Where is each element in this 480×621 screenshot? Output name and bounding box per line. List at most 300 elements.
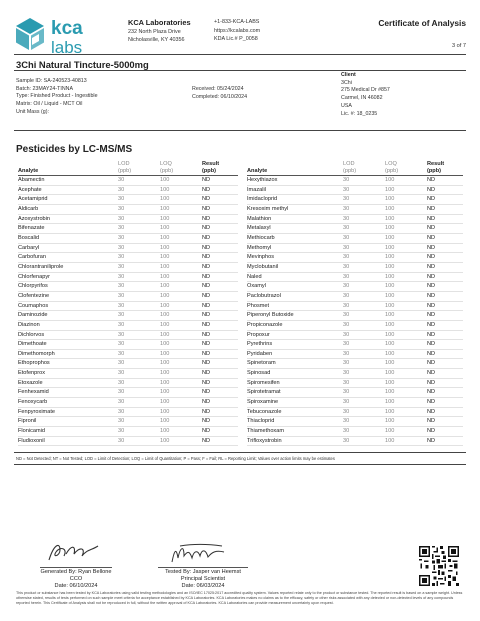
- result-cell: ND: [427, 340, 463, 350]
- result-cell: ND: [427, 262, 463, 272]
- lod-cell: 30: [343, 311, 385, 321]
- col-header-lod: [343, 161, 385, 176]
- loq-cell: 100: [385, 378, 427, 388]
- analyte-cell: Fenoxycarb: [18, 398, 118, 408]
- col-header-unit: (ppb): [160, 167, 174, 174]
- loq-cell: 100: [385, 176, 427, 186]
- col-header-lod-label: LOD: [118, 161, 130, 167]
- analyte-cell: Etofenprox: [18, 369, 118, 379]
- loq-cell: 100: [160, 224, 202, 234]
- result-cell: ND: [427, 311, 463, 321]
- result-cell: ND: [427, 233, 463, 243]
- result-cell: ND: [202, 301, 238, 311]
- analyte-cell: Carbofuran: [18, 253, 118, 263]
- lod-cell: 30: [343, 301, 385, 311]
- col-header-loq-label: LOQ: [160, 161, 172, 167]
- table-row: [18, 272, 238, 282]
- table-row: [18, 330, 238, 340]
- analyte-cell: Imazalil: [247, 185, 343, 195]
- section-title: Pesticides by LC-MS/MS: [16, 144, 133, 155]
- loq-cell: 100: [160, 417, 202, 427]
- table-row: [18, 214, 238, 224]
- result-cell: ND: [202, 185, 238, 195]
- analyte-cell: Myclobutanil: [247, 262, 343, 272]
- loq-cell: 100: [160, 359, 202, 369]
- table-row: [18, 176, 238, 186]
- lod-cell: 30: [343, 436, 385, 446]
- analyte-cell: Tebuconazole: [247, 407, 343, 417]
- result-cell: ND: [427, 427, 463, 437]
- loq-cell: 100: [385, 301, 427, 311]
- table-row: [18, 340, 238, 350]
- table-row: [247, 243, 463, 253]
- analyte-cell: Pyrethrins: [247, 340, 343, 350]
- table-row: [18, 407, 238, 417]
- signer-name: Tested By: Jasper van Heemst: [165, 569, 241, 575]
- pesticide-rows-left: [18, 176, 238, 446]
- loq-cell: 100: [385, 272, 427, 282]
- disclaimer-footer: This product or substance has been tested by KCA Laboratories using valid testing methodologies and an ISO/IEC 17025:2017 accredited quality system. Values reported relate only to the product or substance tested. The reported result is based on a sample weight. Unless otherwise stated, results of tests performed on such sample meet criteria for acceptance established by KCA Laboratories. KCA Laboratories makes no claims as to the efficacy, safety or other risks associated with any detected or non-detected levels of any compounds reported herein. This Certificate of Analysis shall not be reproduced in full, without the written approval of KCA Laboratories. KCA Laboratories can provide measurement uncertainty upon request.: [16, 591, 463, 605]
- analyte-cell: Spinosad: [247, 369, 343, 379]
- result-cell: ND: [427, 349, 463, 359]
- result-cell: ND: [202, 330, 238, 340]
- loq-cell: 100: [385, 291, 427, 301]
- signature-right-graphic: [168, 540, 228, 566]
- loq-cell: 100: [160, 407, 202, 417]
- lab-contact: [214, 18, 260, 44]
- lod-cell: 30: [343, 214, 385, 224]
- result-cell: ND: [202, 291, 238, 301]
- result-cell: ND: [202, 359, 238, 369]
- result-cell: ND: [427, 204, 463, 214]
- lod-cell: 30: [343, 369, 385, 379]
- lod-cell: 30: [343, 282, 385, 292]
- loq-cell: 100: [160, 427, 202, 437]
- analyte-cell: Ethoprophos: [18, 359, 118, 369]
- loq-cell: 100: [385, 417, 427, 427]
- result-cell: ND: [427, 243, 463, 253]
- col-header-result-label: Result: [202, 161, 220, 167]
- result-cell: ND: [427, 272, 463, 282]
- analyte-cell: Thiacloprid: [247, 417, 343, 427]
- lod-cell: 30: [343, 224, 385, 234]
- info-divider: [14, 130, 466, 131]
- analyte-cell: Spiroxamine: [247, 398, 343, 408]
- analyte-cell: Carbaryl: [18, 243, 118, 253]
- lod-cell: 30: [118, 311, 160, 321]
- analyte-cell: Naled: [247, 272, 343, 282]
- lod-cell: 30: [118, 291, 160, 301]
- analyte-cell: Abamectin: [18, 176, 118, 186]
- result-cell: ND: [202, 398, 238, 408]
- loq-cell: 100: [385, 407, 427, 417]
- signature-block-right: [146, 569, 260, 590]
- loq-cell: 100: [385, 233, 427, 243]
- lod-cell: 30: [343, 204, 385, 214]
- result-cell: ND: [202, 224, 238, 234]
- result-cell: ND: [427, 253, 463, 263]
- loq-cell: 100: [160, 272, 202, 282]
- lab-phone[interactable]: +1-833-KCA-LABS: [214, 19, 260, 25]
- table-row: [18, 224, 238, 234]
- table-row: [247, 417, 463, 427]
- lod-cell: 30: [118, 214, 160, 224]
- analyte-cell: Methiocarb: [247, 233, 343, 243]
- abbreviation-legend: ND = Not Detected; NT = Not Tested; LOD = Limit of Detection; LOQ = Limit of Quantitation; P = Pass; F = Fail; RL = Reporting Limit; Values over action limits may be estimates: [16, 456, 335, 461]
- result-cell: ND: [427, 214, 463, 224]
- lod-cell: 30: [118, 427, 160, 437]
- client-line: USA: [341, 102, 352, 109]
- result-cell: ND: [202, 320, 238, 330]
- analyte-cell: Trifloxystrobin: [247, 436, 343, 446]
- table-row: [247, 301, 463, 311]
- col-header-result: [202, 161, 238, 176]
- loq-cell: 100: [160, 436, 202, 446]
- client-line: 275 Medical Dr #857: [341, 87, 390, 94]
- analyte-cell: Dimethoate: [18, 340, 118, 350]
- signature-left-graphic: [46, 540, 102, 566]
- loq-cell: 100: [385, 311, 427, 321]
- loq-cell: 100: [160, 311, 202, 321]
- lab-website-link[interactable]: https://kcalabs.com: [214, 27, 261, 34]
- result-cell: ND: [202, 214, 238, 224]
- received-date: Received: 05/24/2024: [192, 86, 244, 92]
- analyte-cell: Aldicarb: [18, 204, 118, 214]
- lod-cell: 30: [343, 243, 385, 253]
- loq-cell: 100: [385, 330, 427, 340]
- lod-cell: 30: [343, 262, 385, 272]
- lab-address: [128, 28, 185, 44]
- col-header-unit: (ppb): [343, 167, 357, 174]
- lod-cell: 30: [118, 398, 160, 408]
- result-cell: ND: [427, 378, 463, 388]
- result-cell: ND: [427, 224, 463, 234]
- col-header-lod: [118, 161, 160, 176]
- result-cell: ND: [202, 427, 238, 437]
- client-line: Carmel, IN 46082: [341, 95, 383, 102]
- table-row: [247, 282, 463, 292]
- analyte-cell: Spinetoram: [247, 359, 343, 369]
- analyte-cell: Chlorpyrifos: [18, 282, 118, 292]
- lod-cell: 30: [118, 195, 160, 205]
- col-header-loq-label: LOQ: [385, 161, 397, 167]
- table-row: [247, 224, 463, 234]
- analyte-cell: Chlorantraniliprole: [18, 262, 118, 272]
- loq-cell: 100: [160, 398, 202, 408]
- col-header-result-unit: (ppb): [427, 167, 441, 174]
- result-cell: ND: [202, 369, 238, 379]
- result-cell: ND: [427, 195, 463, 205]
- analyte-cell: Etoxazole: [18, 378, 118, 388]
- loq-cell: 100: [385, 320, 427, 330]
- result-cell: ND: [427, 407, 463, 417]
- result-cell: ND: [427, 359, 463, 369]
- result-cell: ND: [202, 388, 238, 398]
- sample-type: Type: Finished Product - Ingestible: [16, 93, 98, 100]
- loq-cell: 100: [160, 282, 202, 292]
- analyte-cell: Thiamethoxam: [247, 427, 343, 437]
- loq-cell: 100: [160, 243, 202, 253]
- lod-cell: 30: [118, 253, 160, 263]
- analyte-cell: Metalaxyl: [247, 224, 343, 234]
- analyte-cell: Propiconazole: [247, 320, 343, 330]
- result-cell: ND: [202, 262, 238, 272]
- analyte-cell: Chlorfenapyr: [18, 272, 118, 282]
- analyte-cell: Spirotetramat: [247, 388, 343, 398]
- signer-title: Principal Scientist: [180, 576, 226, 582]
- analyte-cell: Flonicamid: [18, 427, 118, 437]
- table-row: [18, 301, 238, 311]
- table-row: [18, 359, 238, 369]
- logo-word-kca: kca: [51, 18, 83, 39]
- loq-cell: 100: [160, 349, 202, 359]
- loq-cell: 100: [385, 349, 427, 359]
- result-cell: ND: [427, 388, 463, 398]
- pesticide-table-right: [247, 161, 463, 446]
- lod-cell: 30: [343, 195, 385, 205]
- col-header-loq: [385, 161, 427, 176]
- table-row: [247, 340, 463, 350]
- lod-cell: 30: [343, 407, 385, 417]
- lod-cell: 30: [118, 233, 160, 243]
- signature-block-left: [40, 569, 112, 590]
- lod-cell: 30: [343, 253, 385, 263]
- loq-cell: 100: [160, 233, 202, 243]
- loq-cell: 100: [160, 291, 202, 301]
- col-header-unit: (ppb): [118, 167, 132, 174]
- analyte-cell: Dimethomorph: [18, 349, 118, 359]
- table-row: [18, 262, 238, 272]
- loq-cell: 100: [160, 330, 202, 340]
- table-row: [247, 195, 463, 205]
- result-cell: ND: [427, 320, 463, 330]
- col-header-result-label: Result: [427, 161, 445, 167]
- lod-cell: 30: [118, 185, 160, 195]
- table-row: [18, 427, 238, 437]
- table-row: [247, 427, 463, 437]
- analyte-cell: Clofentezine: [18, 291, 118, 301]
- analyte-cell: Bifenazate: [18, 224, 118, 234]
- document-title: Certificate of Analysis: [378, 18, 466, 28]
- result-cell: ND: [202, 436, 238, 446]
- lod-cell: 30: [118, 359, 160, 369]
- lod-cell: 30: [343, 388, 385, 398]
- table-row: [247, 272, 463, 282]
- client-line: 3Chi: [341, 79, 352, 86]
- table-row: [247, 407, 463, 417]
- analyte-cell: Spiromesifen: [247, 378, 343, 388]
- table-row: [18, 291, 238, 301]
- lod-cell: 30: [118, 301, 160, 311]
- col-header-lod-label: LOD: [343, 161, 355, 167]
- table-row: [247, 233, 463, 243]
- analyte-cell: Fenpyroximate: [18, 407, 118, 417]
- result-cell: ND: [202, 195, 238, 205]
- result-cell: ND: [427, 436, 463, 446]
- col-header-unit: (ppb): [385, 167, 399, 174]
- result-cell: ND: [202, 378, 238, 388]
- loq-cell: 100: [385, 436, 427, 446]
- loq-cell: 100: [160, 301, 202, 311]
- result-cell: ND: [202, 233, 238, 243]
- legend-divider: [14, 464, 466, 465]
- table-row: [247, 262, 463, 272]
- signature-left-text: RyBell: [46, 540, 49, 541]
- product-title: 3Chi Natural Tincture-5000mg: [16, 59, 149, 70]
- lod-cell: 30: [343, 233, 385, 243]
- table-row: [247, 214, 463, 224]
- result-cell: ND: [202, 282, 238, 292]
- lod-cell: 30: [343, 272, 385, 282]
- table-row: [247, 388, 463, 398]
- analyte-cell: Dichlorvos: [18, 330, 118, 340]
- result-cell: ND: [427, 417, 463, 427]
- completed-date: Completed: 06/10/2024: [192, 93, 248, 100]
- lod-cell: 30: [118, 243, 160, 253]
- table-row: [18, 195, 238, 205]
- table-row: [18, 320, 238, 330]
- result-cell: ND: [427, 301, 463, 311]
- loq-cell: 100: [385, 369, 427, 379]
- lod-cell: 30: [343, 185, 385, 195]
- col-header-result-unit: (ppb): [202, 167, 216, 174]
- loq-cell: 100: [160, 378, 202, 388]
- signature-line-left: [40, 567, 112, 568]
- result-cell: ND: [427, 330, 463, 340]
- analyte-cell: Piperonyl Butoxide: [247, 311, 343, 321]
- page-number: 3 of 7: [452, 43, 466, 49]
- lod-cell: 30: [118, 369, 160, 379]
- title-divider: [14, 70, 466, 71]
- analyte-cell: Paclobutrazol: [247, 291, 343, 301]
- result-cell: ND: [202, 417, 238, 427]
- analyte-cell: Fipronil: [18, 417, 118, 427]
- loq-cell: 100: [160, 262, 202, 272]
- table-row: [18, 253, 238, 263]
- lod-cell: 30: [343, 359, 385, 369]
- client-line: Lic. #: 18_0235: [341, 110, 378, 117]
- result-cell: ND: [202, 272, 238, 282]
- sample-batch: Batch: 23MAY24-TINNA: [16, 85, 74, 92]
- table-row: [18, 233, 238, 243]
- logo-word-labs: labs: [51, 38, 83, 57]
- table-row: [18, 185, 238, 195]
- analyte-cell: Oxamyl: [247, 282, 343, 292]
- table-row: [247, 320, 463, 330]
- sample-dates: [192, 86, 247, 101]
- loq-cell: 100: [385, 204, 427, 214]
- table-header-row: [247, 161, 463, 176]
- table-row: [18, 369, 238, 379]
- result-cell: ND: [202, 204, 238, 214]
- loq-cell: 100: [385, 282, 427, 292]
- table-row: [247, 330, 463, 340]
- table-row: [18, 398, 238, 408]
- signature-right-text: JvanHeems: [168, 540, 174, 541]
- analyte-cell: Pyridaben: [247, 349, 343, 359]
- analyte-cell: Azoxystrobin: [18, 214, 118, 224]
- analyte-cell: Phosmet: [247, 301, 343, 311]
- col-header-result: [427, 161, 463, 176]
- loq-cell: 100: [160, 185, 202, 195]
- loq-cell: 100: [385, 243, 427, 253]
- signer-date: Date: 06/10/2024: [54, 583, 98, 589]
- lod-cell: 30: [343, 330, 385, 340]
- loq-cell: 100: [160, 204, 202, 214]
- qr-code-icon[interactable]: [419, 546, 459, 586]
- client-info: [341, 72, 390, 118]
- analyte-cell: Acephate: [18, 185, 118, 195]
- lod-cell: 30: [118, 272, 160, 282]
- col-header-loq: [160, 161, 202, 176]
- client-label: Client: [341, 72, 356, 78]
- result-cell: ND: [427, 176, 463, 186]
- table-row: [18, 417, 238, 427]
- result-cell: ND: [202, 176, 238, 186]
- loq-cell: 100: [385, 224, 427, 234]
- sample-matrix: Matrix: Oil / Liquid - MCT Oil: [16, 101, 83, 108]
- lab-license: KDA Lic.# P_0058: [214, 36, 258, 43]
- table-row: [18, 243, 238, 253]
- page-header: [14, 10, 466, 58]
- table-row: [18, 282, 238, 292]
- loq-cell: 100: [160, 340, 202, 350]
- table-row: [247, 176, 463, 186]
- loq-cell: 100: [385, 398, 427, 408]
- lod-cell: 30: [343, 176, 385, 186]
- signer-date: Date: 06/03/2024: [181, 583, 225, 589]
- lod-cell: 30: [343, 417, 385, 427]
- col-header-analyte: Analyte: [18, 167, 39, 174]
- loq-cell: 100: [385, 185, 427, 195]
- lod-cell: 30: [343, 378, 385, 388]
- signature-line-right: [158, 567, 248, 568]
- lod-cell: 30: [343, 340, 385, 350]
- lab-name: KCA Laboratories: [128, 18, 191, 27]
- lod-cell: 30: [343, 398, 385, 408]
- analyte-cell: Daminozide: [18, 311, 118, 321]
- loq-cell: 100: [160, 320, 202, 330]
- lod-cell: 30: [118, 330, 160, 340]
- result-cell: ND: [202, 340, 238, 350]
- lod-cell: 30: [118, 176, 160, 186]
- pesticide-table-left: [18, 161, 238, 446]
- pesticide-rows-right: [247, 176, 463, 446]
- lab-address-line: Nicholasville, KY 40356: [128, 37, 185, 43]
- lod-cell: 30: [118, 224, 160, 234]
- loq-cell: 100: [385, 262, 427, 272]
- lod-cell: 30: [118, 407, 160, 417]
- result-cell: ND: [202, 311, 238, 321]
- analyte-cell: Methomyl: [247, 243, 343, 253]
- table-row: [18, 311, 238, 321]
- loq-cell: 100: [385, 427, 427, 437]
- sample-id: Sample ID: SA-240523-40813: [16, 78, 87, 84]
- analyte-cell: Imidacloprid: [247, 195, 343, 205]
- lod-cell: 30: [343, 349, 385, 359]
- lab-address-line: 232 North Plaza Drive: [128, 29, 181, 35]
- analyte-cell: Acetamiprid: [18, 195, 118, 205]
- analyte-cell: Mevinphos: [247, 253, 343, 263]
- lod-cell: 30: [118, 340, 160, 350]
- table-row: [247, 204, 463, 214]
- loq-cell: 100: [385, 253, 427, 263]
- loq-cell: 100: [160, 214, 202, 224]
- lod-cell: 30: [343, 320, 385, 330]
- table-row: [247, 185, 463, 195]
- lod-cell: 30: [118, 378, 160, 388]
- lod-cell: 30: [118, 282, 160, 292]
